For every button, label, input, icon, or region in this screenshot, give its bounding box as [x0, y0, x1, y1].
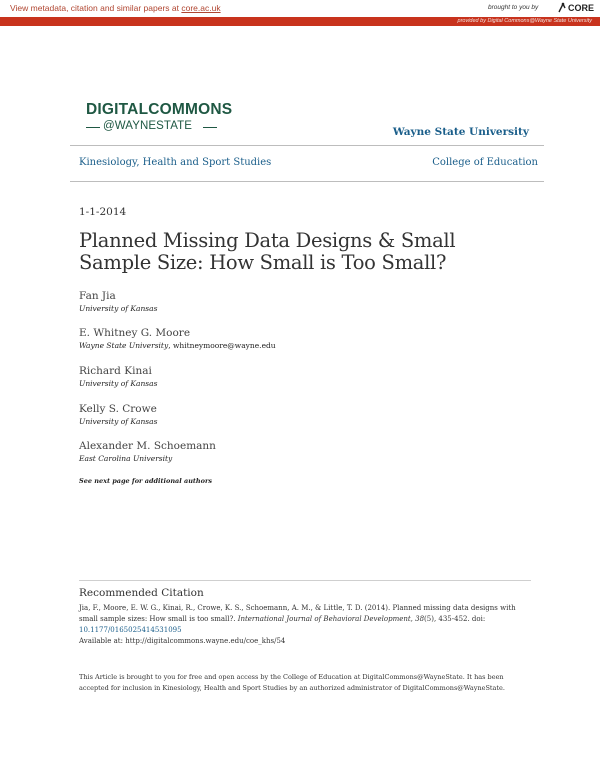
- see-next-page-note: See next page for additional authors: [79, 477, 213, 485]
- author-affiliation: [79, 341, 276, 350]
- logo-rule-right: [203, 127, 217, 128]
- core-metadata-link[interactable]: [10, 3, 221, 13]
- divider-top: [70, 145, 544, 146]
- core-name[interactable]: CORE: [568, 3, 595, 13]
- author-entry: [79, 365, 157, 388]
- department-link[interactable]: Kinesiology, Health and Sport Studies: [79, 157, 272, 168]
- citation-journal: International Journal of Behavioral Development, 38: [237, 615, 425, 623]
- university-link[interactable]: Wayne State University: [392, 126, 529, 138]
- college-link[interactable]: College of Education: [432, 157, 538, 168]
- provided-by-bar: [0, 17, 600, 26]
- citation-text-part2: (5), 435-452. doi:: [424, 615, 486, 623]
- citation-divider: [79, 580, 531, 581]
- author-name: E. Whitney G. Moore: [79, 327, 191, 339]
- author-entry: [79, 327, 276, 350]
- divider-bottom: [70, 181, 544, 182]
- citation-available-at[interactable]: Available at: http://digitalcommons.wayne.edu/coe_khs/54: [79, 637, 286, 645]
- author-name: Kelly S. Crowe: [79, 403, 157, 415]
- digital-commons-logo-line1[interactable]: DIGITALCOMMONS: [86, 101, 233, 118]
- citation-text-part1: Jia, F., Moore, E. W. G., Kinai, R., Crowe, K. S., Schoemann, A. M., & Little, T. D. (2014). Planned missing data designs with small sample sizes: How small is too small?.: [79, 604, 516, 623]
- author-affiliation: East Carolina University: [79, 454, 173, 463]
- author-entry: [79, 403, 157, 426]
- provided-by-text[interactable]: provided by Digital Commons@Wayne State University: [457, 18, 592, 24]
- core-view-text: View metadata, citation and similar papers at: [10, 3, 179, 13]
- article-title: Planned Missing Data Designs & Small Sample Size: How Small is Too Small?: [79, 229, 456, 274]
- author-affiliation: University of Kansas: [79, 379, 158, 388]
- author-email[interactable]: , whitneymoore@wayne.edu: [168, 341, 276, 350]
- logo-rule-left: [86, 127, 100, 128]
- citation-doi-link[interactable]: 10.1177/0165025414531095: [79, 626, 182, 634]
- author-entry: [79, 440, 216, 463]
- publication-date: 1-1-2014: [79, 206, 127, 218]
- author-name: Alexander M. Schoemann: [79, 440, 216, 452]
- logo-wayne-state-text: @WAYNESTATE: [103, 120, 193, 132]
- author-affiliation: University of Kansas: [79, 417, 158, 426]
- citation-heading: Recommended Citation: [79, 587, 204, 599]
- author-name: Richard Kinai: [79, 365, 152, 377]
- author-affiliation: University of Kansas: [79, 304, 158, 313]
- author-name: Fan Jia: [79, 290, 116, 302]
- digital-commons-logo-line2[interactable]: [86, 120, 218, 134]
- footer-note: This Article is brought to you for free and open access by the College of Education at DigitalCommons@WayneState. It has been accepted for inclusion in Kinesiology, Health and Sport Studies by an authorized administrator of DigitalCommons@WayneState.: [79, 673, 505, 692]
- core-ac-uk-link[interactable]: core.ac.uk: [181, 3, 221, 13]
- author-affiliation-text: Wayne State University: [79, 341, 169, 350]
- author-entry: [79, 290, 157, 313]
- brought-by-text: brought to you by: [488, 4, 539, 11]
- citation-body: [79, 603, 519, 647]
